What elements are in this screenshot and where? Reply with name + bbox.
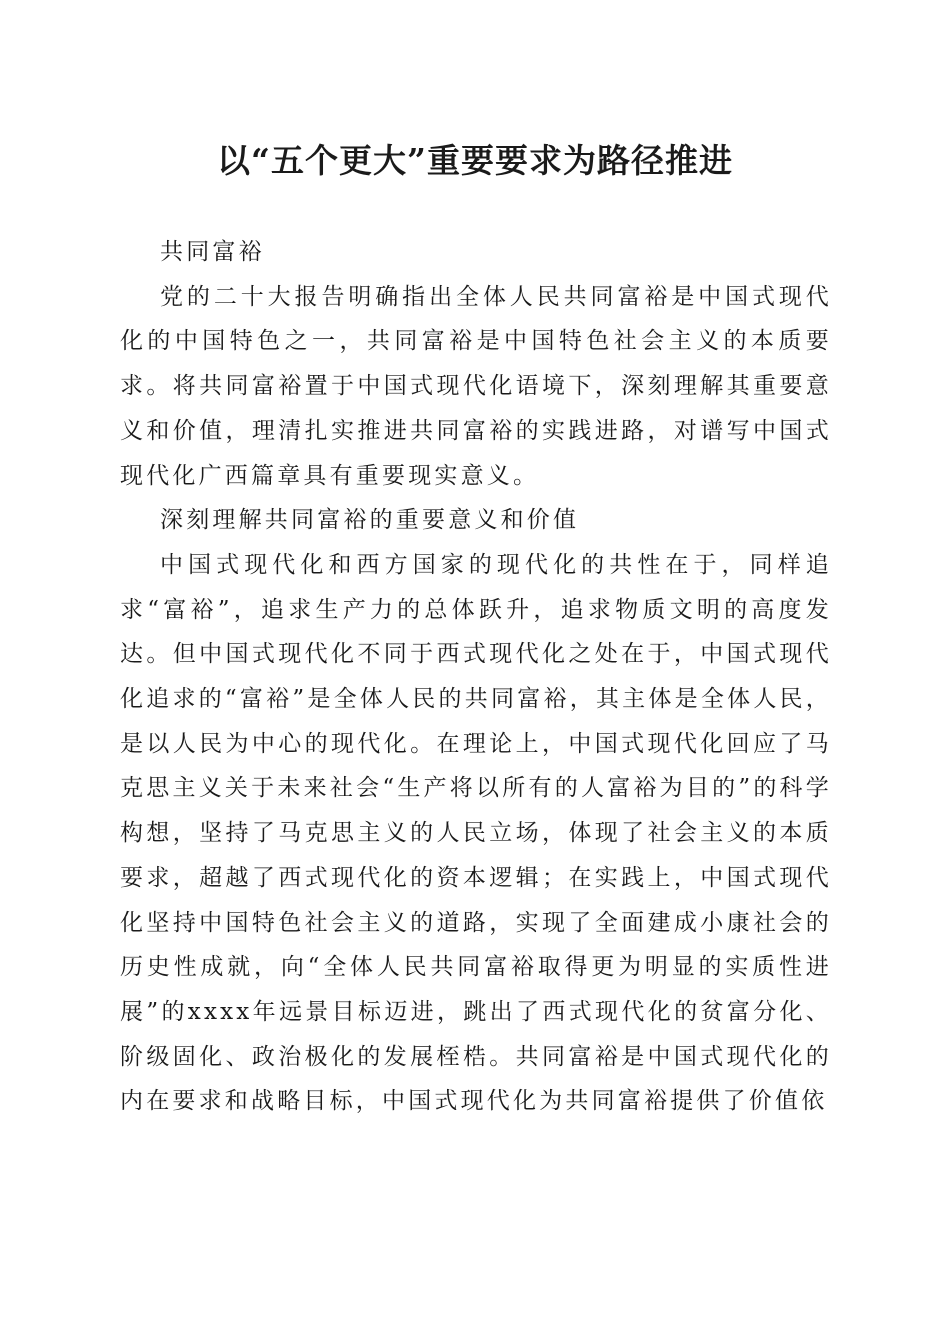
body-paragraph: 中国式现代化和西方国家的现代化的共性在于，同样追求“富裕”，追求生产力的总体跃升，追求物质文明的高度发达。但中国式现代化不同于西式现代化之处在于，中国式现代化追求的“富裕”是全体人民的共同富裕，其主体是全体人民，是以人民为中心的现代化。在理论上，中国式现代化回应了马克思主义关于未来社会“生产将以所有的人富裕为目的”的科学构想，坚持了马克思主义的人民立场，体现了社会主义的本质要求，超越了西式现代化的资本逻辑；在实践上，中国式现代化坚持中国特色社会主义的道路，实现了全面建成小康社会的历史性成就，向“全体人民共同富裕取得更为明显的实质性进展”的xxxx年远景目标迈进，跳出了西式现代化的贫富分化、阶级固化、政治极化的发展桎梏。共同富裕是中国式现代化的内在要求和战略目标，中国式现代化为共同富裕提供了价值依 — [120, 551, 832, 1115]
section-heading: 深刻理解共同富裕的重要意义和价值 — [160, 507, 580, 534]
document-title: 以“五个更大”重要要求为路径推进 — [217, 141, 733, 180]
section-heading: 共同富裕 — [160, 239, 265, 265]
body-paragraph: 党的二十大报告明确指出全体人民共同富裕是中国式现代化的中国特色之一，共同富裕是中国特色社会主义的本质要求。将共同富裕置于中国式现代化语境下，深刻理解其重要意义和价值，理清扎实推进共同富裕的实践进路，对谱写中国式现代化广西篇章具有重要现实意义。 — [120, 283, 832, 489]
document-body — [120, 230, 832, 1124]
